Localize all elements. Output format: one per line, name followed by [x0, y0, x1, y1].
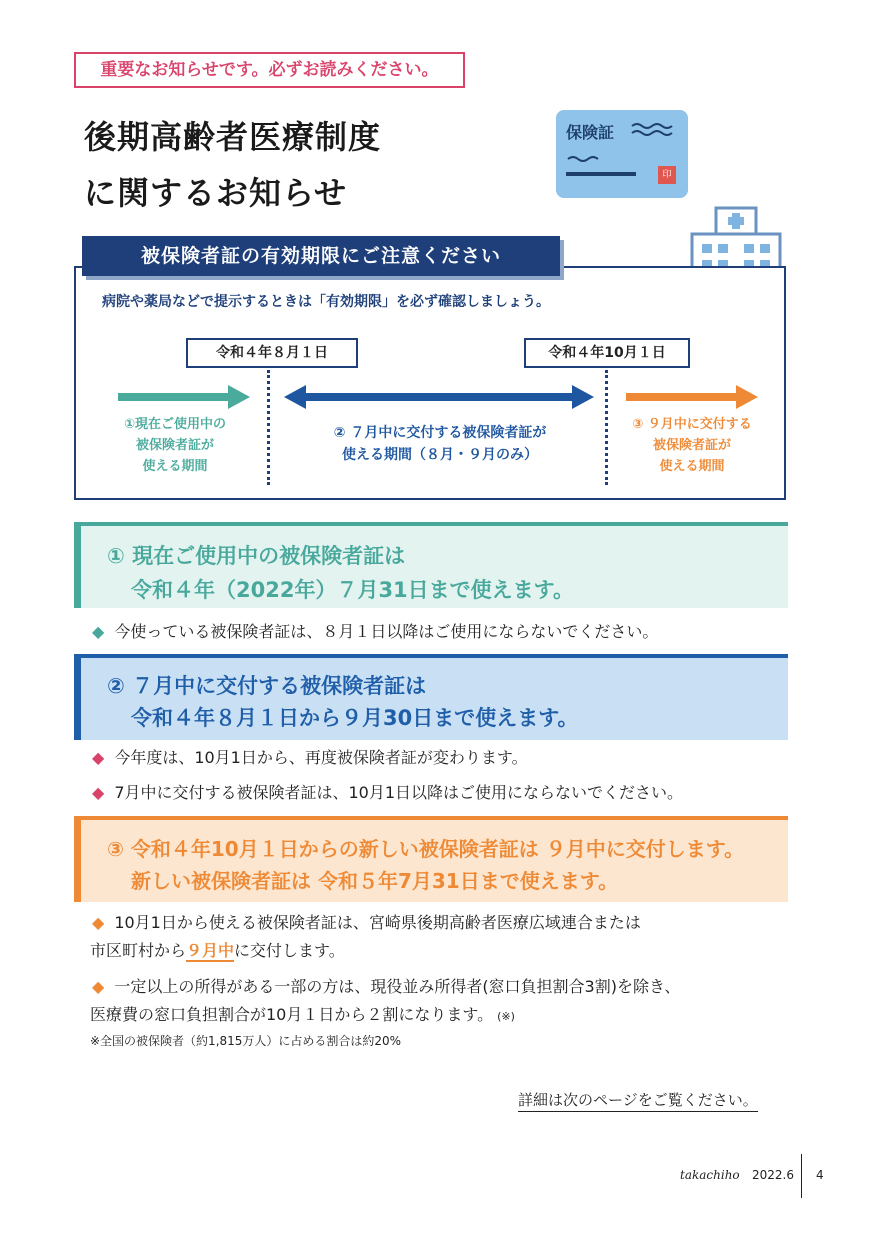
date-box-oct: 令和４年10月１日	[524, 338, 690, 368]
dashed-divider-oct	[605, 370, 608, 485]
card-wave-icon	[630, 122, 680, 136]
card-line	[566, 172, 636, 176]
footer-divider	[801, 1154, 802, 1198]
card-wave-icon-2	[566, 154, 636, 164]
section-2-bullet-2: ◆ 7月中に交付する被保険者証は、10月1日以降はご使用にならないでください。	[92, 783, 684, 802]
section-3-bullet-1-line1: ◆ 10月1日から使える被保険者証は、宮崎県後期高齢者医療広域連合または	[92, 913, 641, 932]
orange-arrow-icon	[626, 384, 760, 410]
section-3-line1: ③ 令和４年10月１日からの新しい被保険者証は ９月中に交付します。	[107, 837, 745, 861]
validity-banner: 被保険者証の有効期限にご注意ください	[82, 236, 560, 276]
insurance-card-illustration	[556, 110, 688, 198]
section-3-line2: 新しい被保険者証は 令和５年7月31日まで使えます。	[131, 869, 619, 893]
section-3-bullet-2-line1: ◆ 一定以上の所得がある一部の方は、現役並み所得者(窓口負担割合3割)を除き、	[92, 977, 681, 996]
section-1-bullet: ◆ 今使っている被保険者証は、８月１日以降はご使用にならないでください。	[92, 622, 659, 641]
period1-text: ①現在ご使用中の 被保険者証が 使える期間	[123, 417, 226, 474]
page-title-line1: 後期高齢者医療制度	[84, 118, 382, 156]
period3-text: ③ ９月中に交付する 被保険者証が 使える期間	[632, 417, 752, 474]
card-stamp: 印	[658, 166, 676, 184]
section-1-line1: ① 現在ご使用中の被保険者証は	[107, 544, 406, 568]
section-3-header	[74, 816, 788, 902]
footer-date: 2022.6	[752, 1168, 794, 1182]
footer-brand: takachiho	[680, 1168, 740, 1182]
details-link[interactable]: 詳細は次のページをご覧ください。	[518, 1089, 758, 1112]
footnote: ※全国の被保険者（約1,815万人）に占める割合は約20%	[90, 1034, 402, 1048]
page-title-line2: に関するお知らせ	[84, 174, 348, 212]
highlight-september: ９月中	[186, 941, 235, 960]
page-number: 4	[816, 1168, 824, 1182]
section-2-line2: 令和４年８月１日から９月30日まで使えます。	[131, 706, 579, 730]
section-2-header	[74, 654, 788, 740]
period2-text: ② ７月中に交付する被保険者証が 使える期間（８月・９月のみ）	[333, 425, 547, 463]
section-1-header	[74, 522, 788, 608]
section-2-line1: ② ７月中に交付する被保険者証は	[107, 674, 427, 698]
teal-arrow-icon	[118, 384, 252, 410]
navy-double-arrow-icon	[284, 384, 594, 410]
card-label: 保険証	[566, 123, 615, 142]
instruction-text: 病院や薬局などで提示するときは「有効期限」を必ず確認しましょう。	[102, 294, 550, 310]
section-3-bullet-2-line2: 医療費の窓口負担割合が10月１日から２割になります。 (※)	[90, 1005, 515, 1024]
important-notice: 重要なお知らせです。必ずお読みください。	[74, 52, 465, 88]
section-2-bullet-1: ◆ 今年度は、10月1日から、再度被保険者証が変わります。	[92, 748, 528, 767]
section-1-line2: 令和４年（2022年）７月31日まで使えます。	[131, 578, 574, 602]
section-3-bullet-1-line2: 市区町村から９月中に交付します。	[90, 941, 345, 960]
footnote-mark: (※)	[497, 1010, 515, 1023]
date-box-aug: 令和４年８月１日	[186, 338, 358, 368]
dashed-divider-aug	[267, 370, 270, 485]
